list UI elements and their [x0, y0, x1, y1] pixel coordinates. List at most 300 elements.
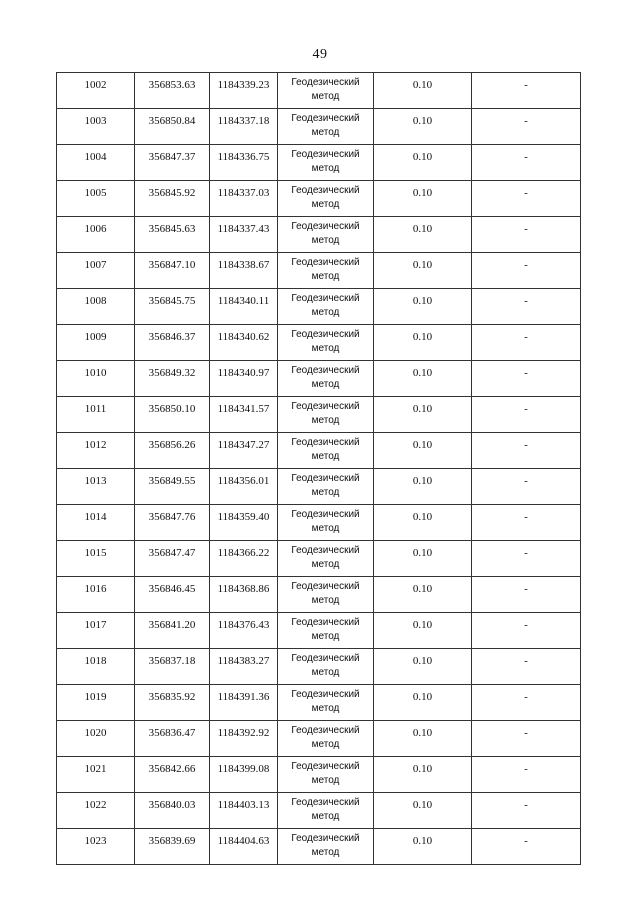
point-number-cell: [57, 649, 135, 685]
method-cell: [278, 109, 374, 145]
description-cell: [472, 613, 581, 649]
accuracy-cell: [374, 361, 472, 397]
point-number-cell: [57, 73, 135, 109]
y-coordinate: 1184392.92: [217, 727, 270, 739]
y-coordinate-cell: [210, 73, 278, 109]
point-number-cell: [57, 289, 135, 325]
method-line-1: Геодезический: [291, 221, 360, 232]
y-coordinate: 1184340.97: [217, 367, 270, 379]
accuracy-value: 0.10: [412, 799, 433, 811]
accuracy-value: 0.10: [412, 583, 433, 595]
x-coordinate: 356839.69: [148, 835, 196, 847]
method-text: [278, 109, 373, 140]
description-value: -: [524, 655, 528, 667]
y-coordinate: 1184399.08: [217, 763, 270, 775]
method-cell: [278, 217, 374, 253]
method-line-2: метод: [311, 271, 340, 282]
x-coordinate-cell: [135, 397, 210, 433]
x-coordinate-cell: [135, 109, 210, 145]
method-cell: [278, 649, 374, 685]
point-number-cell: [57, 793, 135, 829]
point-number: 1022: [84, 799, 107, 811]
accuracy-value: 0.10: [412, 835, 433, 847]
description-value: -: [524, 511, 528, 523]
x-coordinate-cell: [135, 217, 210, 253]
point-number-cell: [57, 181, 135, 217]
accuracy-cell: [374, 397, 472, 433]
description-cell: [472, 577, 581, 613]
description-value: -: [524, 115, 528, 127]
accuracy-cell: [374, 253, 472, 289]
description-value: -: [524, 439, 528, 451]
x-coordinate-cell: [135, 325, 210, 361]
accuracy-cell: [374, 541, 472, 577]
x-coordinate-cell: [135, 145, 210, 181]
description-cell: [472, 721, 581, 757]
table-row: [57, 469, 581, 505]
x-coordinate: 356835.92: [148, 691, 196, 703]
accuracy-value: 0.10: [412, 547, 433, 559]
y-coordinate: 1184347.27: [217, 439, 270, 451]
method-text: [278, 757, 373, 788]
method-line-2: метод: [311, 379, 340, 390]
point-number: 1002: [84, 79, 107, 91]
table-row: [57, 505, 581, 541]
x-coordinate-cell: [135, 541, 210, 577]
description-cell: [472, 829, 581, 865]
method-cell: [278, 793, 374, 829]
y-coordinate-cell: [210, 613, 278, 649]
y-coordinate: 1184337.03: [217, 187, 270, 199]
point-number: 1012: [84, 439, 107, 451]
point-number-cell: [57, 217, 135, 253]
x-coordinate: 356837.18: [148, 655, 196, 667]
table-row: [57, 829, 581, 865]
point-number-cell: [57, 577, 135, 613]
x-coordinate: 356850.10: [148, 403, 196, 415]
table-row: [57, 613, 581, 649]
table-row: [57, 397, 581, 433]
x-coordinate-cell: [135, 685, 210, 721]
x-coordinate-cell: [135, 73, 210, 109]
point-number: 1004: [84, 151, 107, 163]
y-coordinate-cell: [210, 721, 278, 757]
method-line-2: метод: [311, 631, 340, 642]
y-coordinate: 1184359.40: [217, 511, 270, 523]
method-line-1: Геодезический: [291, 725, 360, 736]
method-line-2: метод: [311, 163, 340, 174]
method-cell: [278, 73, 374, 109]
method-line-1: Геодезический: [291, 185, 360, 196]
accuracy-cell: [374, 73, 472, 109]
point-number: 1005: [84, 187, 107, 199]
method-text: [278, 397, 373, 428]
method-text: [278, 469, 373, 500]
x-coordinate: 356847.76: [148, 511, 196, 523]
method-line-2: метод: [311, 703, 340, 714]
x-coordinate: 356850.84: [148, 115, 196, 127]
x-coordinate: 356853.63: [148, 79, 196, 91]
description-cell: [472, 685, 581, 721]
point-number-cell: [57, 253, 135, 289]
method-line-1: Геодезический: [291, 365, 360, 376]
accuracy-cell: [374, 649, 472, 685]
description-value: -: [524, 79, 528, 91]
accuracy-cell: [374, 433, 472, 469]
y-coordinate-cell: [210, 829, 278, 865]
method-cell: [278, 289, 374, 325]
method-line-1: Геодезический: [291, 545, 360, 556]
method-line-2: метод: [311, 667, 340, 678]
method-text: [278, 289, 373, 320]
description-cell: [472, 793, 581, 829]
method-line-1: Геодезический: [291, 401, 360, 412]
method-cell: [278, 325, 374, 361]
description-value: -: [524, 547, 528, 559]
point-number-cell: [57, 505, 135, 541]
point-number-cell: [57, 829, 135, 865]
y-coordinate-cell: [210, 109, 278, 145]
accuracy-value: 0.10: [412, 439, 433, 451]
y-coordinate: 1184340.11: [217, 295, 270, 307]
y-coordinate: 1184368.86: [217, 583, 270, 595]
point-number: 1013: [84, 475, 107, 487]
accuracy-cell: [374, 145, 472, 181]
description-value: -: [524, 475, 528, 487]
y-coordinate-cell: [210, 397, 278, 433]
accuracy-value: 0.10: [412, 295, 433, 307]
method-text: [278, 433, 373, 464]
method-text: [278, 829, 373, 860]
method-text: [278, 793, 373, 824]
point-number: 1003: [84, 115, 107, 127]
method-cell: [278, 505, 374, 541]
y-coordinate-cell: [210, 793, 278, 829]
accuracy-cell: [374, 505, 472, 541]
description-value: -: [524, 403, 528, 415]
y-coordinate-cell: [210, 541, 278, 577]
x-coordinate: 356849.32: [148, 367, 196, 379]
x-coordinate-cell: [135, 829, 210, 865]
accuracy-cell: [374, 577, 472, 613]
description-cell: [472, 109, 581, 145]
point-number-cell: [57, 721, 135, 757]
point-number-cell: [57, 325, 135, 361]
accuracy-value: 0.10: [412, 403, 433, 415]
method-cell: [278, 181, 374, 217]
method-line-1: Геодезический: [291, 617, 360, 628]
method-cell: [278, 613, 374, 649]
method-text: [278, 577, 373, 608]
accuracy-cell: [374, 109, 472, 145]
method-text: [278, 217, 373, 248]
x-coordinate: 356847.37: [148, 151, 196, 163]
method-text: [278, 649, 373, 680]
point-number: 1008: [84, 295, 107, 307]
method-line-1: Геодезический: [291, 113, 360, 124]
accuracy-cell: [374, 217, 472, 253]
x-coordinate: 356836.47: [148, 727, 196, 739]
description-value: -: [524, 835, 528, 847]
y-coordinate-cell: [210, 325, 278, 361]
point-number: 1010: [84, 367, 107, 379]
method-line-2: метод: [311, 847, 340, 858]
method-text: [278, 613, 373, 644]
y-coordinate: 1184338.67: [217, 259, 270, 271]
x-coordinate-cell: [135, 757, 210, 793]
description-cell: [472, 649, 581, 685]
method-text: [278, 73, 373, 104]
accuracy-cell: [374, 721, 472, 757]
x-coordinate: 356845.92: [148, 187, 196, 199]
y-coordinate: 1184391.36: [217, 691, 270, 703]
point-number: 1006: [84, 223, 107, 235]
y-coordinate: 1184356.01: [217, 475, 270, 487]
description-cell: [472, 325, 581, 361]
point-number-cell: [57, 361, 135, 397]
method-text: [278, 541, 373, 572]
accuracy-cell: [374, 469, 472, 505]
table-row: [57, 649, 581, 685]
x-coordinate-cell: [135, 649, 210, 685]
method-cell: [278, 577, 374, 613]
y-coordinate: 1184337.18: [217, 115, 270, 127]
accuracy-value: 0.10: [412, 655, 433, 667]
description-cell: [472, 397, 581, 433]
method-line-1: Геодезический: [291, 77, 360, 88]
accuracy-value: 0.10: [412, 151, 433, 163]
method-line-1: Геодезический: [291, 473, 360, 484]
y-coordinate-cell: [210, 361, 278, 397]
table-row: [57, 793, 581, 829]
table-row: [57, 73, 581, 109]
point-number-cell: [57, 397, 135, 433]
description-cell: [472, 181, 581, 217]
description-cell: [472, 361, 581, 397]
y-coordinate-cell: [210, 505, 278, 541]
table-row: [57, 721, 581, 757]
y-coordinate: 1184403.13: [217, 799, 270, 811]
y-coordinate-cell: [210, 145, 278, 181]
description-value: -: [524, 331, 528, 343]
x-coordinate-cell: [135, 505, 210, 541]
accuracy-cell: [374, 289, 472, 325]
table-row: [57, 361, 581, 397]
method-text: [278, 145, 373, 176]
description-cell: [472, 217, 581, 253]
y-coordinate-cell: [210, 469, 278, 505]
description-value: -: [524, 619, 528, 631]
method-line-1: Геодезический: [291, 689, 360, 700]
description-value: -: [524, 727, 528, 739]
point-number: 1009: [84, 331, 107, 343]
method-line-2: метод: [311, 343, 340, 354]
method-line-2: метод: [311, 523, 340, 534]
accuracy-value: 0.10: [412, 115, 433, 127]
method-line-2: метод: [311, 235, 340, 246]
coordinates-table-body: [57, 73, 581, 865]
point-number: 1007: [84, 259, 107, 271]
point-number-cell: [57, 469, 135, 505]
point-number: 1018: [84, 655, 107, 667]
description-cell: [472, 757, 581, 793]
y-coordinate: 1184336.75: [217, 151, 270, 163]
x-coordinate-cell: [135, 793, 210, 829]
accuracy-value: 0.10: [412, 223, 433, 235]
point-number: 1015: [84, 547, 107, 559]
method-text: [278, 361, 373, 392]
x-coordinate: 356842.66: [148, 763, 196, 775]
method-line-2: метод: [311, 127, 340, 138]
y-coordinate-cell: [210, 253, 278, 289]
description-cell: [472, 469, 581, 505]
x-coordinate: 356856.26: [148, 439, 196, 451]
description-cell: [472, 253, 581, 289]
table-row: [57, 289, 581, 325]
accuracy-cell: [374, 325, 472, 361]
page-number: 49: [312, 47, 328, 62]
method-cell: [278, 469, 374, 505]
x-coordinate-cell: [135, 253, 210, 289]
accuracy-cell: [374, 793, 472, 829]
x-coordinate: 356847.10: [148, 259, 196, 271]
x-coordinate-cell: [135, 613, 210, 649]
x-coordinate-cell: [135, 721, 210, 757]
method-line-1: Геодезический: [291, 509, 360, 520]
table-row: [57, 757, 581, 793]
description-value: -: [524, 223, 528, 235]
x-coordinate: 356845.75: [148, 295, 196, 307]
accuracy-value: 0.10: [412, 511, 433, 523]
description-value: -: [524, 367, 528, 379]
method-cell: [278, 361, 374, 397]
description-value: -: [524, 583, 528, 595]
table-row: [57, 541, 581, 577]
x-coordinate-cell: [135, 181, 210, 217]
accuracy-value: 0.10: [412, 619, 433, 631]
method-line-1: Геодезический: [291, 833, 360, 844]
x-coordinate: 356849.55: [148, 475, 196, 487]
table-row: [57, 577, 581, 613]
method-line-2: метод: [311, 307, 340, 318]
accuracy-cell: [374, 181, 472, 217]
point-number: 1023: [84, 835, 107, 847]
method-line-1: Геодезический: [291, 761, 360, 772]
point-number-cell: [57, 613, 135, 649]
x-coordinate-cell: [135, 469, 210, 505]
accuracy-value: 0.10: [412, 259, 433, 271]
method-text: [278, 253, 373, 284]
accuracy-value: 0.10: [412, 763, 433, 775]
point-number-cell: [57, 145, 135, 181]
coordinates-table: [56, 72, 581, 865]
y-coordinate-cell: [210, 577, 278, 613]
table-row: [57, 217, 581, 253]
y-coordinate: 1184341.57: [217, 403, 270, 415]
accuracy-cell: [374, 685, 472, 721]
accuracy-cell: [374, 829, 472, 865]
y-coordinate: 1184366.22: [217, 547, 270, 559]
y-coordinate-cell: [210, 217, 278, 253]
x-coordinate: 356847.47: [148, 547, 196, 559]
method-line-2: метод: [311, 559, 340, 570]
point-number: 1014: [84, 511, 107, 523]
point-number-cell: [57, 109, 135, 145]
accuracy-value: 0.10: [412, 475, 433, 487]
description-value: -: [524, 151, 528, 163]
method-line-1: Геодезический: [291, 149, 360, 160]
y-coordinate: 1184383.27: [217, 655, 270, 667]
description-value: -: [524, 259, 528, 271]
method-line-2: метод: [311, 199, 340, 210]
point-number: 1020: [84, 727, 107, 739]
accuracy-value: 0.10: [412, 79, 433, 91]
x-coordinate-cell: [135, 577, 210, 613]
method-line-2: метод: [311, 595, 340, 606]
description-value: -: [524, 187, 528, 199]
y-coordinate-cell: [210, 685, 278, 721]
method-text: [278, 505, 373, 536]
y-coordinate-cell: [210, 289, 278, 325]
method-cell: [278, 397, 374, 433]
method-line-2: метод: [311, 487, 340, 498]
method-text: [278, 721, 373, 752]
method-line-2: метод: [311, 775, 340, 786]
method-cell: [278, 685, 374, 721]
y-coordinate-cell: [210, 757, 278, 793]
description-cell: [472, 505, 581, 541]
method-cell: [278, 757, 374, 793]
table-row: [57, 685, 581, 721]
x-coordinate: 356840.03: [148, 799, 196, 811]
point-number-cell: [57, 541, 135, 577]
point-number: 1011: [84, 403, 107, 415]
point-number: 1016: [84, 583, 107, 595]
accuracy-value: 0.10: [412, 691, 433, 703]
description-cell: [472, 73, 581, 109]
accuracy-cell: [374, 757, 472, 793]
table-row: [57, 109, 581, 145]
x-coordinate: 356846.45: [148, 583, 196, 595]
x-coordinate: 356846.37: [148, 331, 196, 343]
y-coordinate: 1184337.43: [217, 223, 270, 235]
accuracy-value: 0.10: [412, 331, 433, 343]
accuracy-value: 0.10: [412, 187, 433, 199]
point-number: 1021: [84, 763, 107, 775]
y-coordinate-cell: [210, 649, 278, 685]
method-line-2: метод: [311, 91, 340, 102]
accuracy-value: 0.10: [412, 367, 433, 379]
method-line-1: Геодезический: [291, 257, 360, 268]
x-coordinate: 356841.20: [148, 619, 196, 631]
table-row: [57, 181, 581, 217]
table-row: [57, 253, 581, 289]
table-row: [57, 325, 581, 361]
y-coordinate: 1184404.63: [217, 835, 270, 847]
method-line-1: Геодезический: [291, 329, 360, 340]
table-row: [57, 433, 581, 469]
method-line-1: Геодезический: [291, 293, 360, 304]
point-number-cell: [57, 757, 135, 793]
method-text: [278, 685, 373, 716]
method-cell: [278, 433, 374, 469]
y-coordinate: 1184339.23: [217, 79, 270, 91]
description-cell: [472, 433, 581, 469]
method-cell: [278, 145, 374, 181]
method-line-2: метод: [311, 811, 340, 822]
method-cell: [278, 829, 374, 865]
method-line-2: метод: [311, 415, 340, 426]
